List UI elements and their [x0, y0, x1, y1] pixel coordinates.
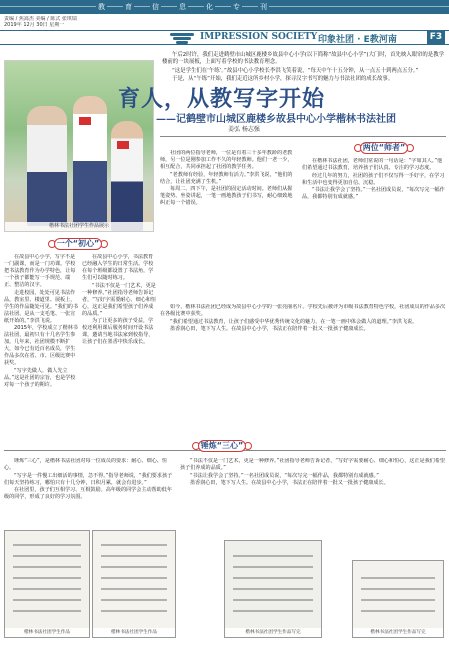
top-banner: [0, 0, 449, 14]
paragraph: “书法让我学会了坚持。”一名社团成员说，“每次写完一幅作品，我都特别有成就感。”: [302, 187, 445, 200]
paragraph: 经过几年的努力，社团的孩子们不仅写得一手好字，在学习和生活中也变得更加自信、沉稳。: [302, 172, 445, 186]
paragraph: 2015年，学校成立了楷林书法社团，最初只有十几名学生参加。几年来，社团规模不断扩大，如今已有近百名成员，学生作品多次在省、市、区级比赛中获奖。: [4, 325, 78, 366]
lead-text: “这是学生们在‘午练’。”故县中心小学校长李洪飞笑着说，“每天中午十五分钟，从一点五十到两点五分。”: [172, 67, 419, 74]
paragraph: “书法让我学会了坚持。”一名社团成员说，“每次写完一幅作品，我都特别有成就感。”: [190, 472, 379, 479]
section-label-text: 锤炼“三心”: [198, 440, 246, 452]
work-caption: 楷林书法社团学生作品写完: [225, 628, 321, 637]
banner-char: 信: [152, 3, 159, 11]
article-column-g: [180, 458, 446, 538]
paragraph: “老教师有经验，年轻教师有活力。”李洪飞说，“他们的结合，让社团充满了生机。”: [160, 171, 293, 185]
brand-logo-icon: [168, 32, 196, 44]
paragraph: 在故县中心小学，写字不是一门副课，而是一门功课。学校把书法教育作为办学特色，让每一个孩子都能写一手规范、端正、整洁的汉字。: [4, 254, 76, 288]
work-caption: 楷林书法社团学生作品: [93, 628, 175, 637]
editor-meta: [4, 16, 114, 28]
paragraph: 在故县中心小学，书法教育已经融入学生的日常生活。学校在每个班级都设置了书法角，学生们可以随时练习。: [82, 254, 154, 281]
calligraphy-strokes: [233, 549, 313, 621]
article-column-e: [4, 458, 176, 528]
section-title-en: IMPRESSION SOCIETY: [200, 32, 318, 42]
date-line: 2019年 12月 30日 星期一: [4, 22, 65, 28]
divider: [160, 136, 446, 137]
section-title-cn: 印象社团 · E教河南: [318, 35, 397, 45]
banner-char: 育: [125, 3, 132, 11]
paragraph: “我们希望通过书法教育，让孩子们感受中华优秀传统文化的魅力，在一笔一画中体会做人的道理。”李洪飞说。: [170, 318, 418, 325]
headline: 育人，从教写字开始: [118, 87, 326, 112]
red-scarf: [117, 141, 129, 149]
calligraphy-work: [224, 540, 322, 638]
banner-char: 息: [179, 3, 186, 11]
section-label-2: [352, 140, 416, 156]
article-column-f: [160, 304, 446, 446]
page-number: F3: [427, 31, 445, 44]
paragraph: 为了让更多的孩子受益，学校还利用课后服务时间开设书法课，邀请当地书法家到校指导，让孩子们在墨香中快乐成长。: [82, 318, 154, 345]
section-label-text: 一个“初心”: [54, 238, 102, 250]
section-label-text: 两位“师者”: [360, 142, 408, 154]
article-column-d: [302, 158, 445, 308]
work-caption: 楷林书法社团学生作品写完: [353, 628, 443, 637]
section-label-1: [46, 236, 110, 252]
paragraph: “写字是一件慢工出细活的事情，急不得。”指导老师说，“我们要求孩子们每天坚持练习，哪怕只有十几分钟，日积月累，就会有进步。”: [4, 472, 173, 486]
lead-paragraph: [162, 52, 444, 84]
section-label-3: [190, 438, 254, 454]
paragraph: 如今，楷林书法社团已经成为故县中心小学的一张亮丽名片。学校先后被评为市级书法教育特色学校，社团成员的作品多次在各级比赛中获奖。: [160, 304, 446, 317]
banner-char: 教: [98, 3, 105, 11]
photo-person: [73, 96, 107, 226]
paragraph: 每周二、四下午，是社团的固定活动时间。老师们从握笔姿势、坐姿讲起，一笔一画地教孩子们书写，耐心细致地纠正每一个错误。: [160, 186, 293, 206]
paragraph: 在楷林书法社团，老师们常说的一句话是：“字如其人。”他们希望通过书法教育，培养孩子们认真、专注的学习态度。: [302, 158, 443, 171]
byline: 姜弘 杨志强: [228, 126, 260, 133]
calligraphy-strokes: [101, 539, 167, 621]
calligraphy-work: [92, 530, 176, 638]
paragraph: 社团的两位指导老师，一位是有着三十多年教龄的老教师，另一位是刚参加工作不久的年轻教师。他们一老一少，相互配合，共同承担起了社团的教学任务。: [160, 150, 293, 170]
article-column-c: [160, 150, 296, 300]
calligraphy-work: [352, 560, 444, 638]
editor-line: 责编 / 焦嵩杰 美编 / 陈式 张琪瑞: [4, 16, 77, 22]
photo-person: [111, 121, 143, 231]
paragraph: “写字先做人，做人先立品。”这是社团的宗旨，也是学校对每一个孩子的期许。: [4, 367, 76, 388]
banner-char: 刊: [260, 3, 267, 11]
paragraph: “书法不仅是一门艺术，更是一种修养。”社团指导老师告诉记者，“写好字需要耐心、细心和恒心，这正是我们希望孩子们养成的品质。”: [180, 458, 445, 471]
section-header: [0, 30, 449, 45]
banner-chars: [96, 0, 269, 14]
red-scarf: [79, 117, 91, 125]
photo-caption: 楷林书法社团学生作品展示: [5, 222, 153, 231]
calligraphy-strokes: [361, 569, 435, 621]
paragraph: 走进校园，处处可见书法作品，教室里、楼道里、展板上，学生的作品随处可见。“我们的书法社团，是从一支毛笔、一张宣纸开始的。”李洪飞说。: [4, 289, 78, 324]
calligraphy-strokes: [13, 539, 81, 621]
paragraph: 锤炼“三心”，是楷林书法社团对每一位成员的要求：耐心、细心、恒心。: [4, 458, 167, 471]
paragraph: 在社团里，孩子们互相学习、互相鼓励。高年级的同学会主动帮助低年级的同学，形成了良好的学习氛围。: [4, 487, 172, 500]
paragraph: 墨香润心田，笔下写人生。在故县中心小学，书法正在陪伴着一批又一批孩子健康成长。: [170, 326, 369, 332]
subheadline: ——记鹤壁市山城区鹿楼乡故县中心小学楷林书法社团: [156, 114, 396, 125]
banner-char: 化: [206, 3, 213, 11]
lead-text: 午后2时许，我们走进鹤壁市山城区鹿楼乡故县中心小学(以下简称“故县中心小学”)大门时，首先映入眼帘的是教学楼前的一块展板，上面写着学校的书法教育理念。: [162, 52, 444, 66]
calligraphy-work: [4, 530, 90, 638]
photo-person: [27, 106, 67, 226]
banner-char: 专: [233, 3, 240, 11]
paragraph: 墨香润心田，笔下写人生。在故县中心小学，书法正在陪伴着一批又一批孩子健康成长。: [190, 480, 389, 486]
work-caption: 楷林书法社团学生作品: [5, 628, 89, 637]
lead-text: 于是，从“午练”开始，我们走近这所乡村小学，探寻汉字书写的魅力与书法社团的成长故事。: [172, 75, 394, 82]
paragraph: “书法不仅是一门艺术，更是一种修养。”社团指导老师告诉记者，“写好字需要耐心、细心和恒心，这正是我们希望孩子们养成的品质。”: [82, 282, 156, 317]
